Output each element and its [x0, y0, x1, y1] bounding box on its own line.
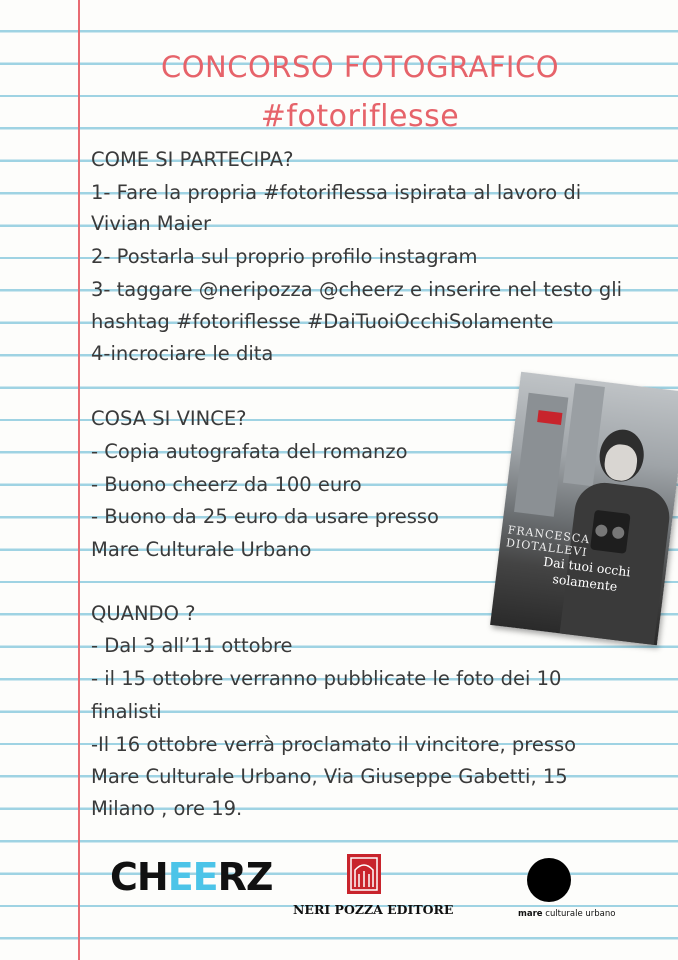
- step-3-cont: hashtag #fotoriflesse #DaiTuoiOcchiSolamente: [91, 310, 554, 333]
- mcu-text-rest: culturale urbano: [542, 909, 616, 919]
- book-title: Dai tuoi occhi solamente: [542, 553, 632, 594]
- step-1-line: 1- Fare la propria #fotoriflessa ispirata al lavoro di: [91, 181, 582, 204]
- when-3-cont-2: Milano , ore 19.: [91, 797, 243, 820]
- section-heading-how: COME SI PARTECIPA?: [91, 148, 294, 171]
- when-2-line: - il 15 ottobre verranno pubblicate le foto dei 10: [91, 667, 562, 690]
- when-3-line: -Il 16 ottobre verrà proclamato il vincitore, presso: [91, 733, 577, 756]
- neri-pozza-icon: [347, 854, 381, 894]
- when-1-line: - Dal 3 all’11 ottobre: [91, 634, 293, 657]
- cheerz-logo-accent: EE: [167, 855, 218, 899]
- cheerz-logo: [110, 855, 272, 899]
- book-cover: [490, 372, 678, 646]
- when-2-cont: finalisti: [91, 700, 162, 723]
- mcu-text-bold: mare: [518, 909, 543, 919]
- step-3-line: 3- taggare @neripozza @cheerz e inserire nel testo gli: [91, 278, 623, 301]
- prize-1-line: - Copia autografata del romanzo: [91, 440, 408, 463]
- notebook-margin-line: [78, 0, 80, 960]
- step-4-line: 4-incrociare le dita: [91, 342, 274, 365]
- prize-3-cont: Mare Culturale Urbano: [91, 538, 312, 561]
- prize-2-line: - Buono cheerz da 100 euro: [91, 473, 362, 496]
- step-2-line: 2- Postarla sul proprio profilo instagram: [91, 245, 478, 268]
- prize-3-line: - Buono da 25 euro da usare presso: [91, 505, 439, 528]
- section-heading-prizes: COSA SI VINCE?: [91, 407, 247, 430]
- book-author: FRANCESCA DIOTALLEVI: [505, 523, 591, 560]
- neri-pozza-logo-text: NERI POZZA EDITORE: [293, 902, 454, 917]
- hashtag-title: #fotoriflesse: [260, 99, 460, 134]
- when-3-cont: Mare Culturale Urbano, Via Giuseppe Gabetti, 15: [91, 765, 568, 788]
- mare-culturale-urbano-logo: [527, 858, 571, 902]
- cover-building-shape: [563, 383, 605, 486]
- cheerz-logo-part: CH: [110, 855, 168, 899]
- cheerz-logo-part: RZ: [217, 855, 273, 899]
- step-1-cont: Vivian Maier: [91, 212, 211, 235]
- section-heading-when: QUANDO ?: [91, 602, 196, 625]
- mare-culturale-urbano-text: [518, 909, 615, 919]
- page-title: CONCORSO FOTOGRAFICO: [160, 50, 560, 84]
